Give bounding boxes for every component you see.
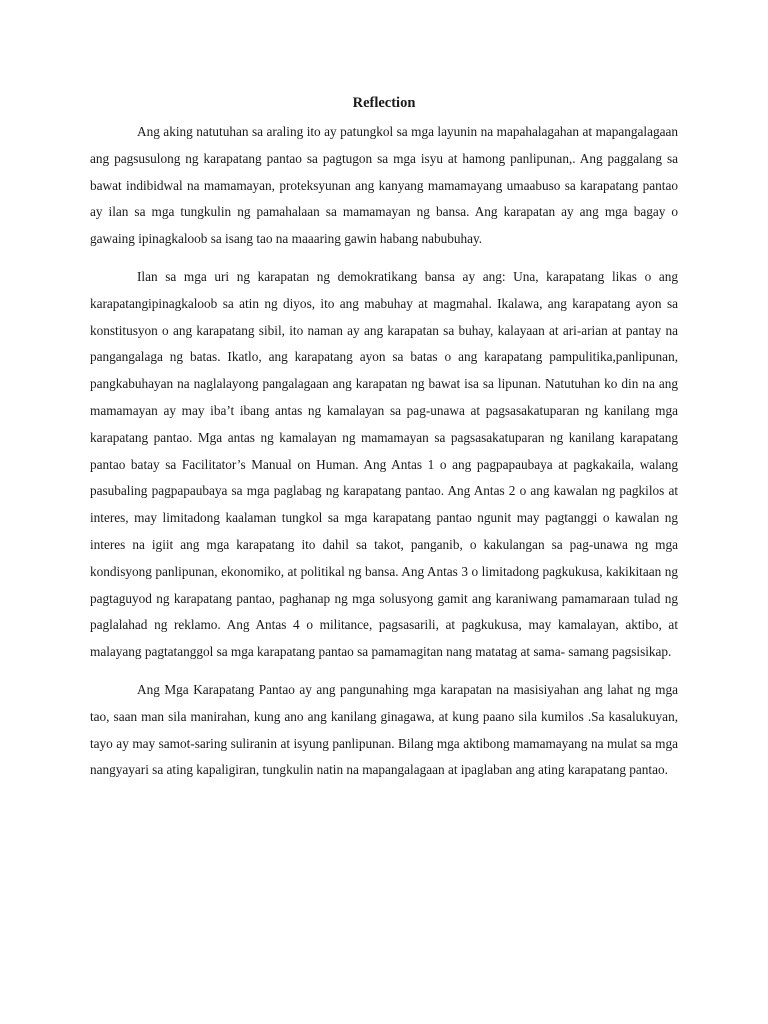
paragraph-2: Ilan sa mga uri ng karapatan ng demokratikang bansa ay ang: Una, karapatang likas o ang karapatangipinagkaloob sa atin ng diyos, ito ang mabuhay at magmahal. Ikalawa, ang karapatang ayon sa konstitusyon o ang karapatang sibil, ito naman ay ang karapatan sa buhay, kalayaan at ari-arian at pantay na pangangalaga ng batas. Ikatlo, ang karapatang ayon sa batas o ang karapatang pampulitika,panlipunan, pangkabuhayan na naglalayong pangalagaan ang karapatan ng bawat isa sa lipunan. Natutuhan ko din na ang mamamayan ay may iba’t ibang antas ng kamalayan sa pag-unawa at pagsasakatuparan ng kanilang mga karapatang pantao. Mga antas ng kamalayan ng mamamayan sa pagsasakatuparan ng kanilang karapatang pantao batay sa Facilitator’s Manual on Human. Ang Antas 1 o ang pagpapaubaya at pagkakaila, walang pasubaling pagpapaubaya sa mga paglabag ng karapatang pantao. Ang Antas 2 o ang kawalan ng pagkilos at interes, may limitadong kaalaman tungkol sa mga karapatang pantao ngunit may pagtanggi o kawalan ng interes na igiit ang mga karapatang ito dahil sa takot, panganib, o kakulangan sa pag-unawa ng mga kondisyong panlipunan, ekonomiko, at politikal ng bansa. Ang Antas 3 o limitadong pagkukusa, kakikitaan ng pagtaguyod ng karapatang pantao, paghanap ng mga solusyong gamit ang karaniwang pamamaraan tulad ng paglalahad ng reklamo. Ang Antas 4 o militance, pagsasarili, at pagkukusa, may kamalayan, aktibo, at malayang pagtatanggol sa mga karapatang pantao sa pamamagitan nang matatag at sama- samang pagsisikap. bbox=[90, 268, 678, 660]
paragraph-3: Ang Mga Karapatang Pantao ay ang pangunahing mga karapatan na masisiyahan ang lahat ng mga tao, saan man sila manirahan, kung ano ang kanilang ginagawa, at kung paano sila kumilos .Sa kasalukuyan, tayo ay may samot-saring suliranin at isyung panlipunan. Bilang mga aktibong mamamayang na mulat sa mga nangyayari sa ating kapaligiran, tungkulin natin na mapangalagaan at ipaglaban ang ating karapatang pantao. bbox=[90, 681, 678, 778]
document-body bbox=[90, 92, 678, 795]
paragraph-1: Ang aking natutuhan sa araling ito ay patungkol sa mga layunin na mapahalagahan at mapangalagaan ang pagsusulong ng karapatang pantao sa pagtugon sa mga isyu at hamong panlipunan,. Ang paggalang sa bawat indibidwal na mamamayan, proteksyunan ang kanyang mamamayang umaabuso sa karapatang pantao ay ilan sa mga tungkulin ng pamahalaan sa mamamayan ng bansa. Ang karapatan ay ang mga bagay o gawaing ipinagkaloob sa isang tao na maaaring gawin habang nabubuhay. bbox=[90, 124, 678, 247]
document-title: Reflection bbox=[352, 95, 416, 111]
